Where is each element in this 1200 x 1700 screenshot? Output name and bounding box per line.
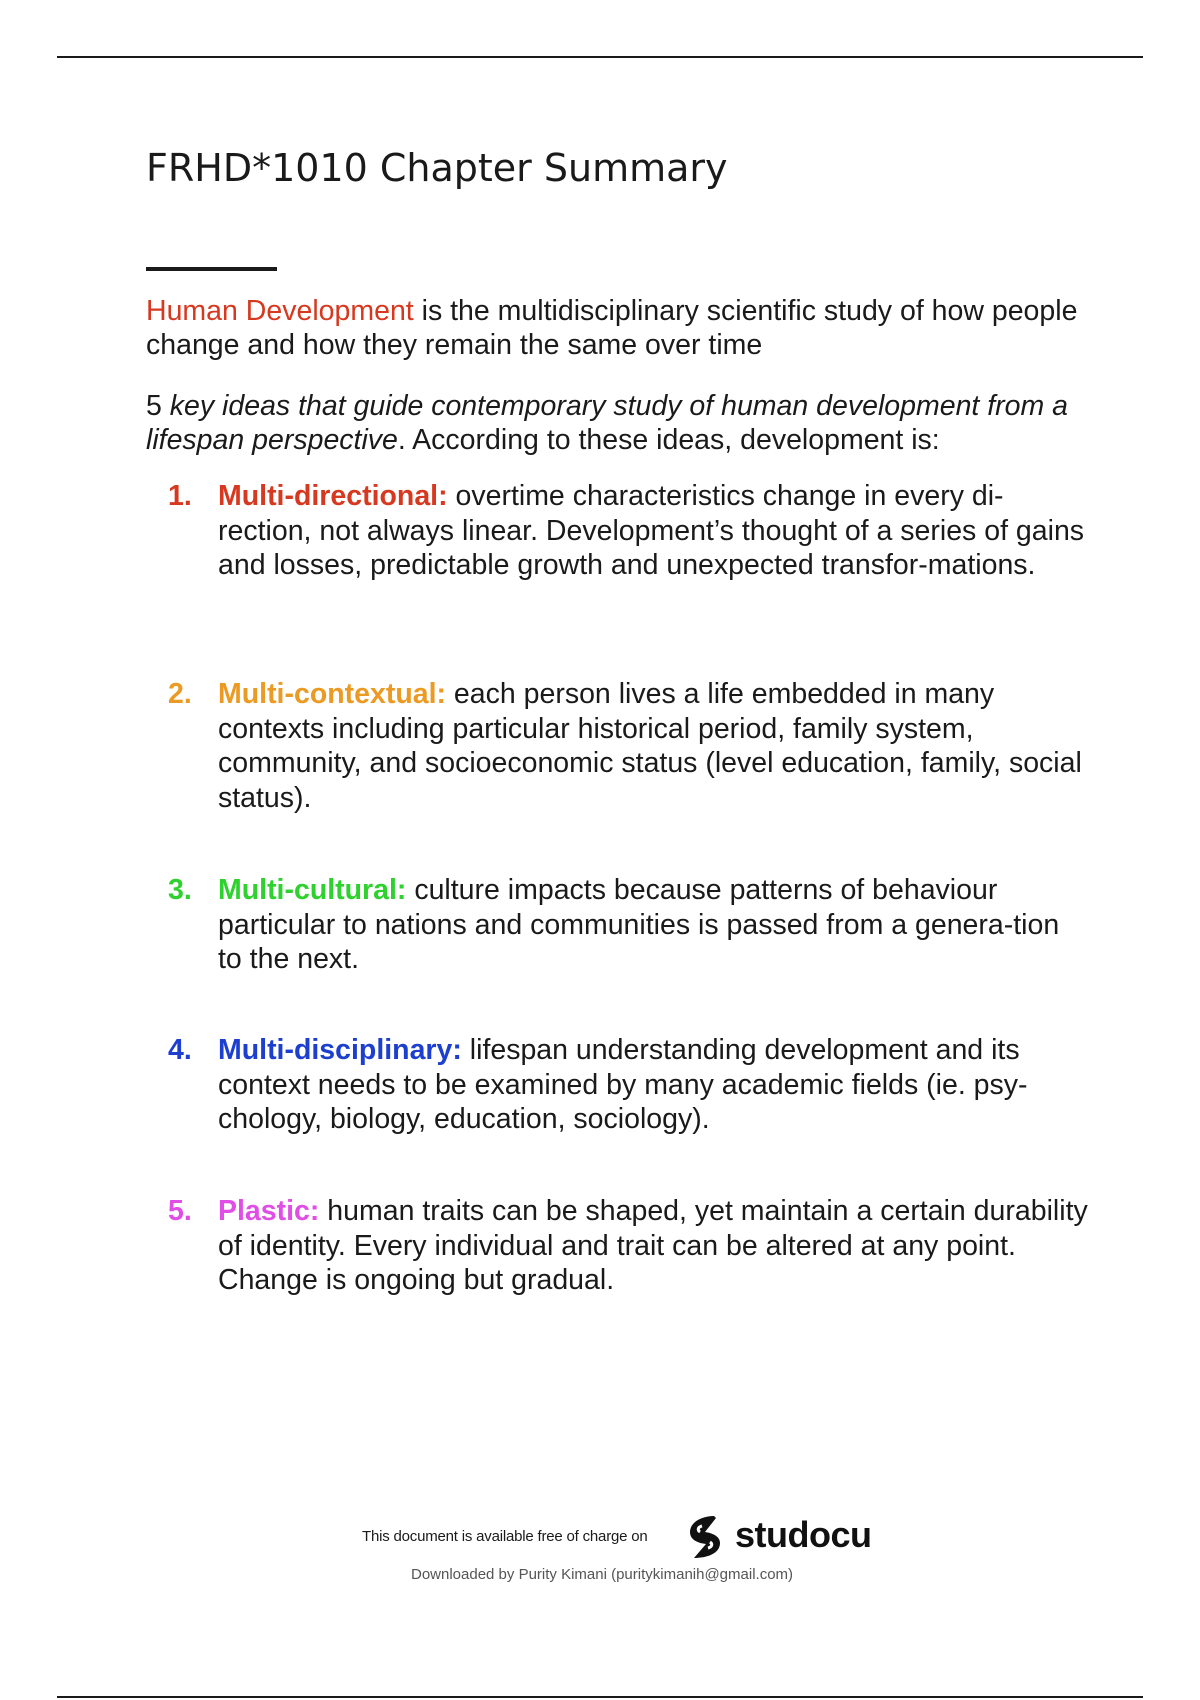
intro-italic: key ideas that guide contemporary study of human development from a lifespan perspective <box>146 390 1069 456</box>
list-number: 1. <box>168 480 192 512</box>
page-footer <box>0 1512 1200 1592</box>
definition-text: is the multidisciplinary scientific study of how people change and how they remain the same over time <box>146 295 1078 361</box>
definition-term: Human Development <box>146 295 414 327</box>
bottom-rule <box>57 1696 1143 1698</box>
download-text: Downloaded by Purity Kimani (puritykimanih@gmail.com) <box>411 1566 794 1583</box>
idea-label: Plastic: <box>218 1195 320 1227</box>
idea-text: overtime characteristics change in every di-rection, not always linear. Development’s thought of a series of gains and losses, predictable growth and unexpected transfor-mations. <box>218 480 1085 581</box>
availability-text: This document is available free of charge on <box>362 1528 648 1545</box>
idea-label: Multi-disciplinary: <box>218 1034 462 1066</box>
list-number: 4. <box>168 1034 192 1066</box>
top-rule <box>57 56 1143 58</box>
list-number: 2. <box>168 678 192 710</box>
idea-text: human traits can be shaped, yet maintain a certain durability of identity. Every individual and trait can be altered at any point. Change is ongoing but gradual. <box>218 1195 1088 1296</box>
list-item-body <box>218 479 1088 583</box>
idea-text: each person lives a life embedded in many contexts including particular historical period, family system, community, and socioeconomic status (level education, family, social status). <box>218 678 1082 814</box>
list-item-body <box>218 1033 1088 1137</box>
list-item-body <box>218 677 1088 815</box>
list-number: 5. <box>168 1195 192 1227</box>
studocu-brand[interactable]: studocu <box>735 1514 872 1555</box>
list-item-body <box>218 1194 1088 1298</box>
idea-text: lifespan understanding development and its context needs to be examined by many academic fields (ie. psy-chology, biology, education, sociology). <box>218 1034 1028 1135</box>
list-number: 3. <box>168 874 192 906</box>
intro-suffix: . According to these ideas, development is: <box>397 424 940 456</box>
idea-text: culture impacts because patterns of behaviour particular to nations and communities is passed from a genera-tion to the next. <box>218 874 1060 975</box>
title-underline <box>146 267 277 271</box>
idea-label: Multi-directional: <box>218 480 448 512</box>
intro-paragraph <box>146 389 1086 457</box>
list-item-body <box>218 873 1088 977</box>
definition-paragraph <box>146 294 1086 362</box>
page-title: FRHD*1010 Chapter Summary <box>146 146 728 190</box>
intro-prefix: 5 <box>146 390 170 422</box>
idea-label: Multi-cultural: <box>218 874 407 906</box>
studocu-logo-icon[interactable] <box>680 1512 730 1564</box>
idea-label: Multi-contextual: <box>218 678 446 710</box>
